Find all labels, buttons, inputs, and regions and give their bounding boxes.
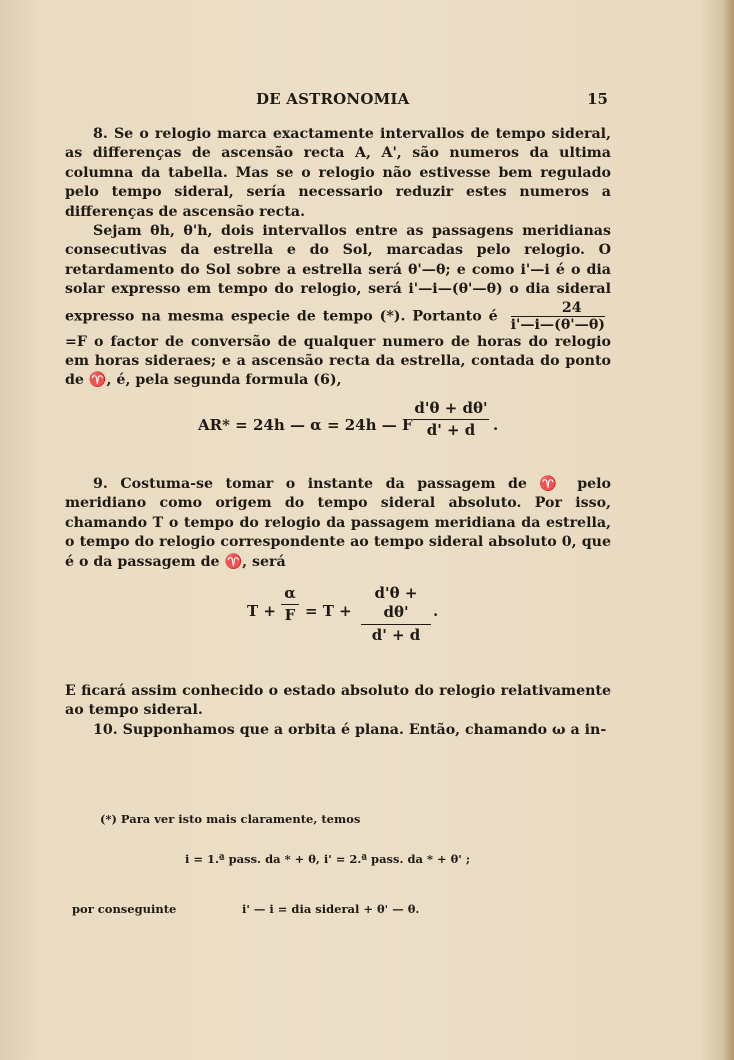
eq2-fraction-b — [361, 584, 431, 645]
eq2-numerator-b: d'θ + dθ' — [374, 583, 418, 622]
running-title: DE ASTRONOMIA — [256, 90, 410, 108]
running-header — [256, 90, 616, 112]
paragraph-9: 9. Costuma-se tomar o instante da passagem de ♈ pelo meridiano como origem do tempo sideral absoluto. Por isso, chamando T o tempo do relogio da passagem meridiana da estrella, o tempo do relogio correspondente ao tempo sideral absoluto 0, que é o da passagem de ♈, será — [65, 475, 611, 570]
eq2-end: . — [433, 601, 439, 620]
eq2-numerator-a: α — [284, 583, 296, 602]
eq2-denominator-b: d' + d — [371, 625, 421, 644]
equation-clock-time — [65, 582, 611, 644]
footnote-line-3-label: por conseguinte — [72, 902, 177, 916]
paragraph-8-text-a: Sejam θh, θ'h, dois intervallos entre as passagens meridianas consecutivas da estrella e do Sol, marcadas pelo relogio. O retardamento do Sol sobre a estrella será θ'—θ; e como i'—i é o dia solar expresso em tempo do relogio, será i'—i—(θ'—θ) o dia sideral expresso na mesma especie de tempo (*). Portanto é — [65, 223, 611, 325]
eq2-denominator-a: F — [284, 606, 296, 625]
eq2-middle: = T + — [305, 601, 352, 620]
factor-denominator: i'—i—(θ'—θ) — [510, 316, 605, 333]
paragraph-9-conclusion: E ficará assim conhecido o estado absoluto do relogio relativamente ao tempo sideral. — [65, 682, 611, 719]
page-edge-shadow — [722, 0, 734, 1060]
paragraph-8: 8. Se o relogio marca exactamente intervallos de tempo sideral, as differenças de ascensão recta A, A', são numeros da ultima columna da tabella. Mas se o relogio não estivesse bem regulado pelo tempo sideral, sería necessario reduzir estes numeros a differenças de ascensão recta. — [65, 126, 611, 220]
eq1-end: . — [493, 415, 499, 434]
paragraph-10: 10. Supponhamos que a orbita é plana. Então, chamando ω a in- — [93, 721, 607, 738]
eq2-bar-b — [361, 624, 431, 625]
eq1-numerator: d'θ + dθ' — [414, 398, 488, 417]
eq1-bar — [413, 419, 489, 420]
eq2-bar-a — [281, 604, 299, 605]
paragraph-8-text-b: =F o factor de conversão de qualquer numero de horas do relogio em horas sideraes; e a ascensão recta da estrella, contada do ponto de ♈, é, pela segunda formula (6), — [65, 333, 611, 389]
footnote-line-1: (*) Para ver isto mais claramente, temos — [100, 812, 361, 826]
eq2-left: T + — [247, 601, 276, 620]
eq1-denominator: d' + d — [426, 421, 476, 440]
factor-fraction — [511, 300, 605, 333]
eq1-fraction — [413, 399, 489, 441]
footnote-line-3-formula: i' — i = dia sideral + θ' — θ. — [242, 902, 420, 916]
page-number: 15 — [587, 90, 608, 108]
page-body — [65, 125, 611, 740]
eq1-left: AR* = 24h — α = 24h — F — [198, 415, 413, 434]
eq2-fraction-a — [281, 584, 299, 626]
footnote-line-2: i = 1.ª pass. da * + θ, i' = 2.ª pass. da * + θ' ; — [185, 852, 471, 866]
equation-right-ascension — [65, 399, 611, 453]
paragraph-8-continued — [65, 222, 611, 391]
factor-numerator: 24 — [561, 299, 582, 316]
